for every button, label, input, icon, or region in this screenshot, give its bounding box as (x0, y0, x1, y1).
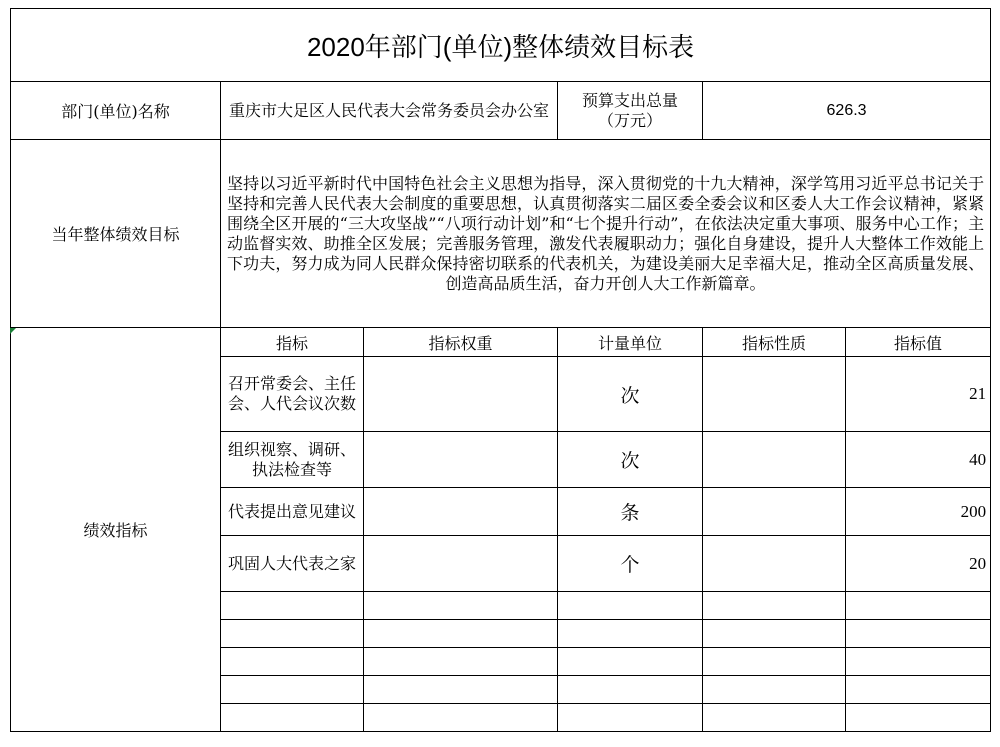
indicator-name: 组织视察、调研、执法检查等 (221, 432, 364, 488)
empty-cell (558, 676, 703, 704)
indicator-unit: 个 (558, 536, 703, 592)
budget-label (558, 82, 703, 140)
indicator-name: 巩固人大代表之家 (221, 536, 364, 592)
empty-cell (558, 704, 703, 732)
header-unit: 计量单位 (558, 328, 703, 357)
budget-value: 626.3 (703, 82, 991, 140)
indicator-value: 40 (846, 432, 991, 488)
empty-cell (221, 704, 364, 732)
indicator-nature (703, 357, 846, 432)
empty-cell (364, 592, 558, 620)
empty-cell (558, 648, 703, 676)
empty-cell (846, 676, 991, 704)
indicator-value: 200 (846, 488, 991, 536)
empty-cell (703, 620, 846, 648)
empty-cell (703, 676, 846, 704)
empty-cell (703, 648, 846, 676)
empty-cell (846, 592, 991, 620)
budget-label-line1: 预算支出总量 (581, 90, 678, 110)
dept-row (11, 82, 991, 140)
empty-cell (221, 620, 364, 648)
empty-cell (558, 592, 703, 620)
indicator-weight (364, 488, 558, 536)
goal-text: 坚持以习近平新时代中国特色社会主义思想为指导，深入贯彻党的十九大精神，深学笃用习近平总书记关于坚持和完善人民代表大会制度的重要思想，认真贯彻落实二届区委全委会议和区委人大工作会议精神，紧紧围绕全区开展的“三大攻坚战”“八项行动计划”和“七个提升行动”，在依法决定重大事项、服务中心工作；主动监督实效、助推全区发展；完善服务管理，激发代表履职动力；强化自身建设，提升人大整体工作效能上下功夫，努力成为同人民群众保持密切联系的代表机关，为建设美丽大足幸福大足，推动全区高质量发展、创造高品质生活，奋力开创人大工作新篇章。 (221, 140, 991, 328)
empty-cell (846, 620, 991, 648)
dept-name-label: 部门(单位)名称 (11, 82, 221, 140)
indicator-section-label: 绩效指标 (11, 328, 221, 732)
empty-cell (846, 648, 991, 676)
header-nature: 指标性质 (703, 328, 846, 357)
indicator-unit: 条 (558, 488, 703, 536)
empty-cell (221, 592, 364, 620)
indicator-unit: 次 (558, 357, 703, 432)
indicator-value: 21 (846, 357, 991, 432)
dept-name-value: 重庆市大足区人民代表大会常务委员会办公室 (221, 82, 558, 140)
empty-cell (703, 704, 846, 732)
indicator-weight (364, 357, 558, 432)
indicator-unit: 次 (558, 432, 703, 488)
indicator-nature (703, 488, 846, 536)
empty-cell (221, 676, 364, 704)
performance-target-table (10, 8, 991, 732)
budget-label-line2: （万元） (597, 110, 662, 130)
empty-cell (364, 648, 558, 676)
goal-row (11, 140, 991, 328)
header-weight: 指标权重 (364, 328, 558, 357)
cell-comment-marker (10, 328, 16, 334)
indicator-nature (703, 432, 846, 488)
indicator-name: 代表提出意见建议 (221, 488, 364, 536)
indicator-value: 20 (846, 536, 991, 592)
title-row (11, 9, 991, 82)
goal-label: 当年整体绩效目标 (11, 140, 221, 328)
header-indicator: 指标 (221, 328, 364, 357)
indicator-weight (364, 536, 558, 592)
empty-cell (558, 620, 703, 648)
empty-cell (364, 704, 558, 732)
empty-cell (364, 676, 558, 704)
table-title: 2020年部门(单位)整体绩效目标表 (11, 9, 991, 82)
indicator-header-row (11, 328, 991, 357)
empty-cell (221, 648, 364, 676)
header-value: 指标值 (846, 328, 991, 357)
empty-cell (846, 704, 991, 732)
indicator-name: 召开常委会、主任会、人代会议次数 (221, 357, 364, 432)
empty-cell (364, 620, 558, 648)
empty-cell (703, 592, 846, 620)
indicator-weight (364, 432, 558, 488)
indicator-nature (703, 536, 846, 592)
